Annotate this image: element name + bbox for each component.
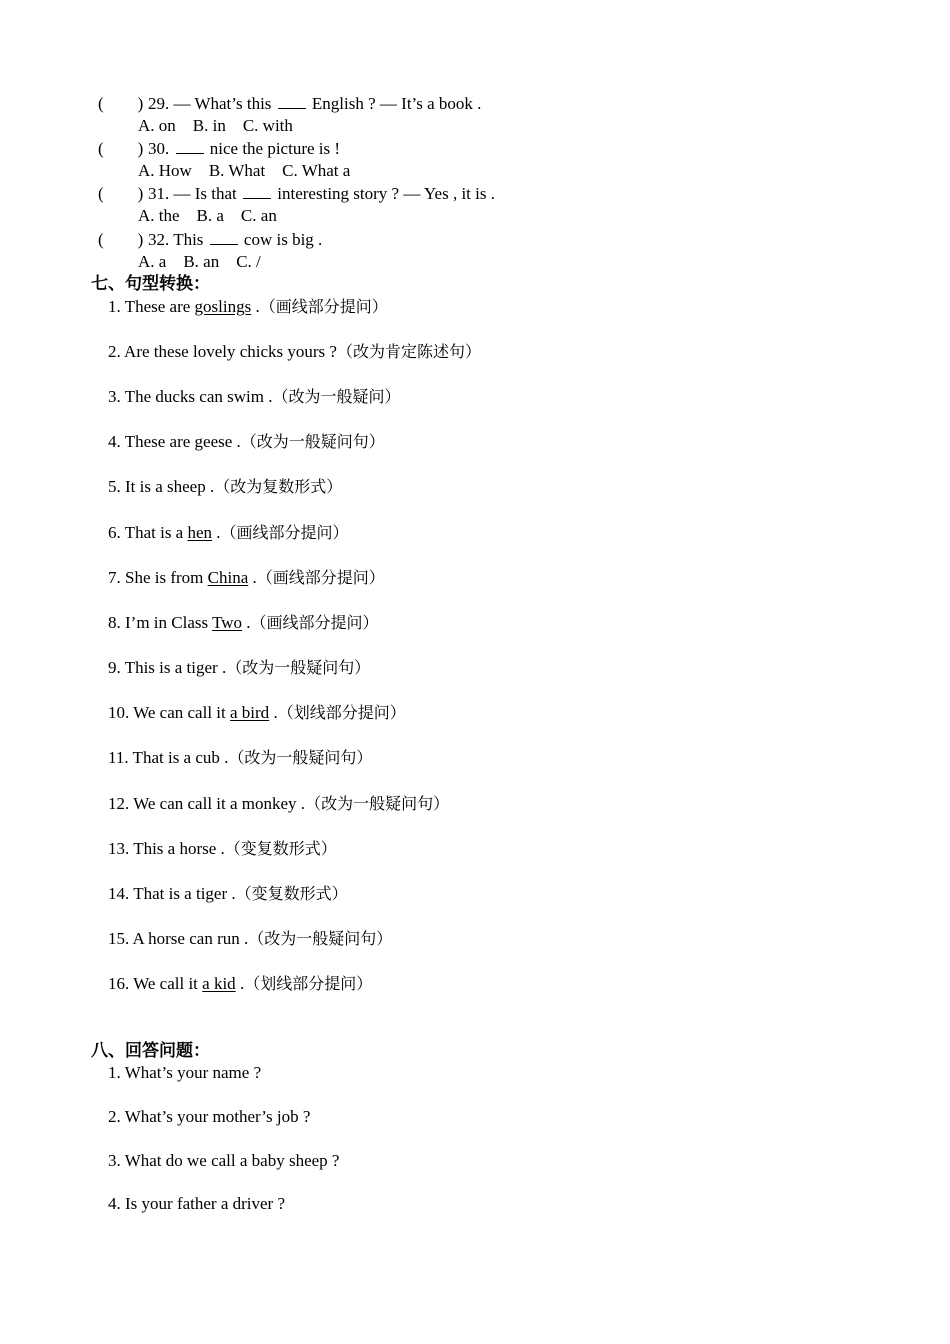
item-text: 4. These are geese .	[108, 432, 241, 451]
question-number: 31.	[148, 184, 170, 203]
answer-parentheses: ( )	[98, 184, 144, 203]
item-text: 13. This a horse .	[108, 839, 225, 858]
item-text: 14. That is a tiger .	[108, 884, 236, 903]
section-title: 七、句型转换：	[91, 274, 210, 294]
list-item	[108, 793, 449, 815]
item-text: 7. She is from	[108, 568, 208, 587]
item-text: 2. Are these lovely chicks yours ?	[108, 342, 337, 361]
item-text: 15. A horse can run .	[108, 929, 249, 948]
question-text	[148, 229, 322, 251]
list-item	[108, 928, 392, 950]
item-text-end: .	[235, 974, 245, 993]
question-text	[148, 183, 495, 205]
item-text: 11. That is a cub .	[108, 748, 229, 767]
list-item	[108, 431, 385, 453]
list-item: 4. Is your father a driver ?	[108, 1194, 286, 1213]
underlined-text: a bird	[230, 703, 270, 722]
list-item	[108, 702, 406, 724]
instruction-note: （画线部分提问）	[220, 523, 349, 542]
instruction-note: （改为一般疑问句）	[248, 929, 393, 948]
list-item	[108, 747, 372, 769]
instruction-note: （改为一般疑问句）	[240, 432, 385, 451]
instruction-note: （改为一般疑问句）	[228, 748, 373, 767]
answer-parentheses: ( )	[98, 230, 144, 249]
question-text	[148, 93, 481, 115]
item-text: 12. We can call it a monkey .	[108, 794, 306, 813]
list-item	[108, 973, 372, 995]
fill-blank	[210, 230, 238, 245]
item-text-end: .	[242, 613, 251, 632]
list-item	[108, 386, 400, 408]
instruction-note: （改为一般疑问句）	[305, 794, 450, 813]
question-stem-before	[169, 139, 173, 158]
list-item	[108, 296, 388, 318]
fill-blank	[243, 184, 271, 199]
question-number: 30.	[148, 139, 170, 158]
item-text: 8. I’m in Class	[108, 613, 213, 632]
section-title: 八、回答问题：	[91, 1041, 210, 1061]
instruction-note: （画线部分提问）	[250, 613, 379, 632]
fill-blank	[278, 94, 306, 109]
item-text-end: .	[251, 297, 260, 316]
underlined-text: China	[207, 568, 249, 587]
item-text: 10. We can call it	[108, 703, 230, 722]
question-options: A. on B. in C. with	[138, 116, 293, 135]
list-item	[108, 522, 349, 544]
question-stem-after: interesting story ? — Yes , it is .	[273, 184, 495, 203]
item-text: 1. These are	[108, 297, 195, 316]
list-item: 3. What do we call a baby sheep ?	[108, 1151, 340, 1170]
list-item: 2. What’s your mother’s job ?	[108, 1107, 311, 1126]
list-item	[108, 341, 481, 363]
item-text: 5. It is a sheep .	[108, 477, 215, 496]
item-text: 16. We call it	[108, 974, 203, 993]
item-text: 9. This is a tiger .	[108, 658, 227, 677]
underlined-text: Two	[212, 613, 243, 632]
instruction-note: （改为一般疑问）	[272, 387, 401, 406]
question-text	[148, 138, 340, 160]
item-text: 6. That is a	[108, 523, 188, 542]
list-item	[108, 567, 385, 589]
instruction-note: （画线部分提问）	[256, 568, 385, 587]
instruction-note: （画线部分提问）	[259, 297, 388, 316]
instruction-note: （变复数形式）	[235, 884, 348, 903]
item-text: 3. The ducks can swim .	[108, 387, 273, 406]
instruction-note: （改为一般疑问句）	[226, 658, 371, 677]
item-text-end: .	[269, 703, 278, 722]
underlined-text: goslings	[194, 297, 252, 316]
answer-parentheses: ( )	[98, 94, 144, 113]
list-item	[108, 657, 370, 679]
underlined-text: hen	[187, 523, 213, 542]
question-stem-before: — What’s this	[169, 94, 276, 113]
question-stem-after: nice the picture is !	[205, 139, 341, 158]
instruction-note: （划线部分提问）	[277, 703, 406, 722]
item-text-end: .	[248, 568, 257, 587]
question-stem-before: This	[169, 230, 208, 249]
item-text-end: .	[212, 523, 221, 542]
instruction-note: （划线部分提问）	[244, 974, 373, 993]
list-item	[108, 476, 342, 498]
question-options: A. a B. an C. /	[138, 252, 261, 271]
instruction-note: （变复数形式）	[224, 839, 337, 858]
instruction-note: （改为肯定陈述句）	[336, 342, 481, 361]
list-item	[108, 838, 337, 860]
question-number: 32.	[148, 230, 170, 249]
list-item: 1. What’s your name ?	[108, 1063, 262, 1082]
question-options: A. the B. a C. an	[138, 206, 277, 225]
answer-parentheses: ( )	[98, 139, 144, 158]
instruction-note: （改为复数形式）	[214, 477, 343, 496]
question-stem-after: cow is big .	[239, 230, 323, 249]
list-item	[108, 612, 379, 634]
question-options: A. How B. What C. What a	[138, 161, 351, 180]
question-number: 29.	[148, 94, 170, 113]
list-item	[108, 883, 348, 905]
underlined-text: a kid	[202, 974, 236, 993]
fill-blank	[176, 139, 204, 154]
question-stem-after: English ? — It’s a book .	[307, 94, 482, 113]
question-stem-before: — Is that	[169, 184, 242, 203]
